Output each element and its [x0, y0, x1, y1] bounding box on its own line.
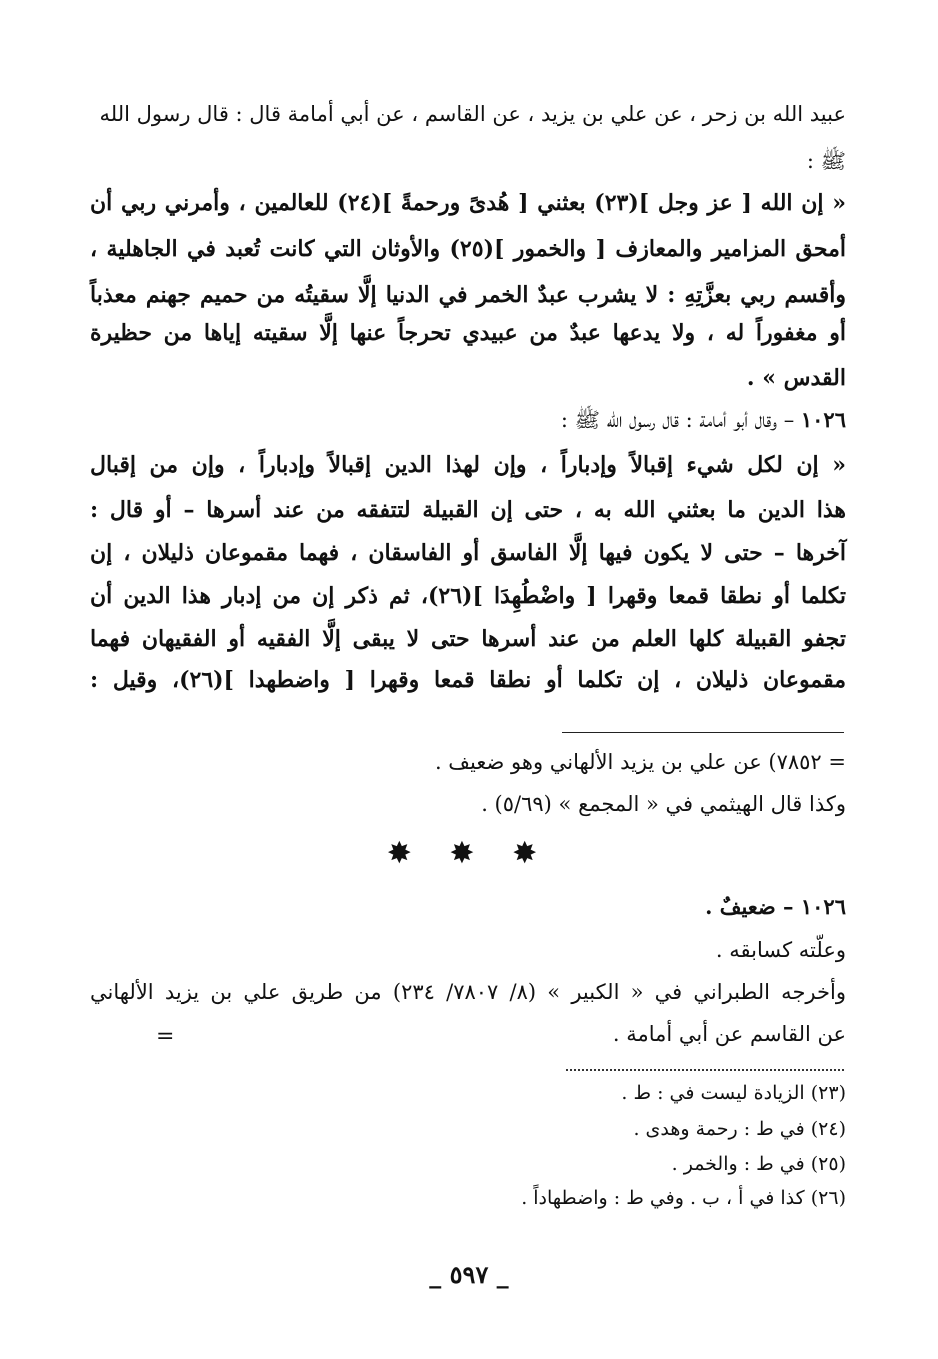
- footnote: (٢٣) الزيادة ليست في : ط .: [621, 1082, 846, 1104]
- hadith-text-line: أو مغفوراً له ، ولا يدعها عبدٌ من عبيدي تحرجاً عنها إلَّا سقيته إياها من حظيرة: [90, 320, 846, 346]
- hadith-text-line: « إن لكل شيء إقبالاً وإدباراً ، وإن لهذا الدين إقبالاً وإدباراً ، وإن من إقبال: [90, 452, 846, 478]
- star-ornament-icon: ✸ ✸ ✸: [386, 836, 552, 871]
- hadith-text-line: وأقسم ربي بعزَّتِهِ : لا يشرب عبدٌ الخمر في الدنيا إلَّا سقيتُه من حميم جهنم معذباً: [90, 282, 846, 308]
- isnad-line: عبيد الله بن زحر ، عن علي بن يزيد ، عن القاسم ، عن أبي أمامة قال : قال رسول الله: [99, 102, 846, 126]
- commentary-heading: [90, 894, 846, 919]
- hadith-heading: [90, 407, 846, 438]
- hadith-text-line: القدس » .: [746, 365, 846, 391]
- hadith-intro: – وقال أبو أمامة : قال رسول الله ﷺ :: [560, 408, 801, 432]
- commentary-line: وعلّته كسابقه .: [715, 938, 846, 962]
- hadith-number: ١٠٢٦: [800, 407, 846, 432]
- hadith-text-line: أمحق المزامير والمعازف [ والخمور ](٢٥) والأوثان التي كانت تُعبد في الجاهلية ،: [90, 236, 846, 262]
- continuation-mark: =: [156, 1024, 175, 1049]
- hadith-text-line: تجفو القبيلة كلها العلم من عند أسرها حتى لا يبقى إلَّا الفقيه أو الفقيهان فهما: [90, 626, 846, 652]
- page-number: _ ٥٩٧ _: [429, 1260, 509, 1289]
- footnote: (٢٤) في ط : رحمة وهدى .: [633, 1118, 846, 1140]
- section-divider: [562, 732, 844, 733]
- isnad-line-salutation: ﷺ :: [806, 149, 846, 173]
- commentary-number: ١٠٢٦: [800, 894, 846, 919]
- footnote: (٢٦) كذا في أ ، ب . وفي ط : واضطهاداً .: [521, 1187, 846, 1209]
- footnote-divider: [566, 1069, 844, 1071]
- commentary-line: عن القاسم عن أبي أمامة .: [612, 1022, 846, 1046]
- hadith-text-line: مقموعان ذليلان ، إن تكلما أو نطقا قمعا وقهرا [ واضطهدا ](٢٦)، وقيل :: [90, 667, 846, 693]
- footnote: (٢٥) في ط : والخمر .: [671, 1153, 846, 1175]
- commentary-verdict: – ضعيفٌ .: [705, 894, 801, 919]
- commentary-line: = ٧٨٥٢) عن علي بن يزيد الألهاني وهو ضعيف .: [434, 750, 846, 774]
- hadith-text-line: هذا الدين ما بعثني الله به ، حتى إن القبيلة لتتفقه من عند أسرها – أو قال :: [90, 497, 846, 523]
- hadith-text-line: « إن الله [ عز وجل ](٢٣) بعثني [ هُدىً ورحمةً ](٢٤) للعالمين ، وأمرني ربي أن: [90, 190, 847, 216]
- commentary-line: وأخرجه الطبراني في « الكبير » (٨/ ٧٨٠٧/ ٢٣٤) من طريق علي بن يزيد الألهاني: [90, 980, 846, 1004]
- commentary-line: وكذا قال الهيثمي في « المجمع » (٥/٦٩) .: [481, 792, 846, 816]
- hadith-text-line: آخرها – حتى لا يكون فيها إلَّا الفاسق أو الفاسقان ، فهما مقموعان ذليلان ، إن: [90, 540, 846, 566]
- hadith-text-line: تكلما أو نطقا قمعا وقهرا [ واضْطُهِدَا ](٢٦)، ثم ذكر إن من إدبار هذا الدين أن: [90, 583, 846, 609]
